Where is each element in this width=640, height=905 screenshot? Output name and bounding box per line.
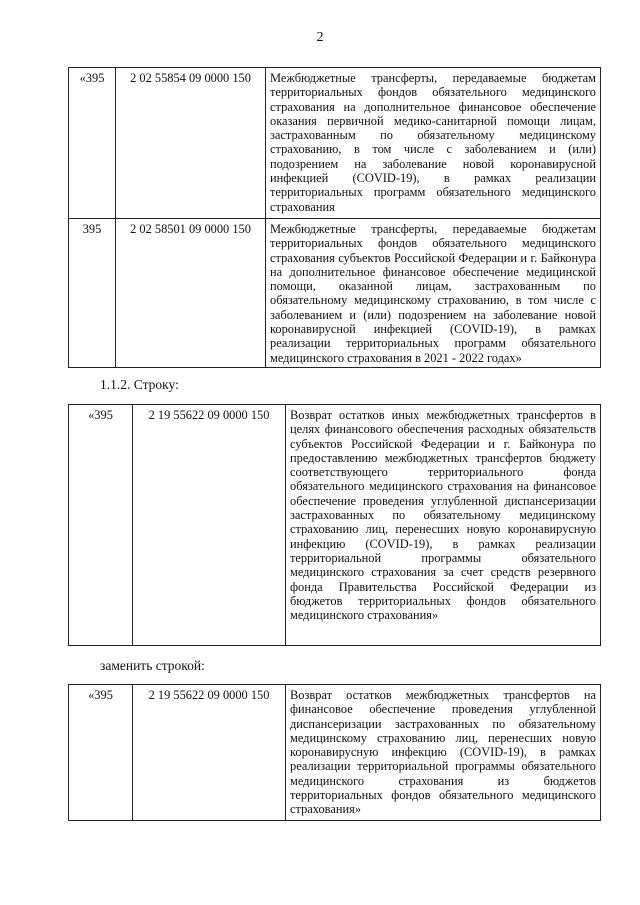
budget-code-table-original: [68, 404, 601, 646]
budget-code-cell: 2 19 55622 09 0000 150: [133, 405, 286, 646]
description-cell: Межбюджетные трансферты, передаваемые бюджетам территориальных фондов обязательного медицинского страхования на дополнительное финансовое обеспечение оказания первичной медико-санитарной помощи лицам, застрахованным по обязательному медицинскому страхованию, в том числе с заболеванием и (или) подозрением на заболевание новой коронавирусной инфекцией (COVID-19), в рамках реализации территориальных программ обязательного медицинского страхования: [266, 68, 601, 219]
admin-code-cell: «395: [69, 685, 133, 821]
description-cell: Межбюджетные трансферты, передаваемые бюджетам территориальных фондов обязательного медицинского страхования субъектов Российской Федерации и г. Байконура на дополнительное финансовое обеспечение медицинской помощи, оказанной лицам, застрахованным по обязательному медицинскому страхованию, в том числе с заболеванием и (или) подозрением на заболевание новой коронавирусной инфекцией (COVID-19), в рамках реализации территориальных программ обязательного медицинского страхования в 2021 - 2022 годах»: [266, 219, 601, 368]
admin-code-cell: 395: [69, 219, 116, 368]
page-number: 2: [316, 30, 324, 45]
description-cell: Возврат остатков межбюджетных трансфертов на финансовое обеспечение проведения углубленной диспансеризации застрахованных по обязательному медицинскому страхованию лиц, перенесших новую коронавирусную инфекцию (COVID-19), в рамках реализации территориальной программы обязательного медицинского страхования из бюджетов территориальных фондов обязательного медицинского страхования»: [286, 685, 601, 821]
table-row: [69, 405, 601, 646]
budget-code-cell: 2 19 55622 09 0000 150: [133, 685, 286, 821]
replace-with-heading: заменить строкой:: [100, 658, 205, 673]
section-heading-line: 1.1.2. Строку:: [100, 377, 179, 392]
table-row: [69, 68, 601, 219]
budget-code-table-replacement: [68, 684, 601, 821]
admin-code-cell: «395: [69, 405, 133, 646]
description-cell: Возврат остатков иных межбюджетных трансфертов в целях финансового обеспечения расходных обязательств субъектов Российской Федерации и г. Байконура по предоставлению межбюджетных трансфертов бюджету соответствующего территориального фонда обязательного медицинского страхования на финансовое обеспечение проведения углубленной диспансеризации застрахованных по обязательному медицинскому страхованию лиц, перенесших новую коронавирусную инфекцию (COVID-19), в рамках реализации территориальной программы обязательного медицинского страхования за счет средств резервного фонда Правительства Российской Федерации из бюджетов территориальных фондов обязательного медицинского страхования»: [286, 405, 601, 646]
budget-codes-table-top: [68, 67, 601, 368]
budget-code-cell: 2 02 55854 09 0000 150: [116, 68, 266, 219]
table-row: [69, 219, 601, 368]
table-row: [69, 685, 601, 821]
budget-code-cell: 2 02 58501 09 0000 150: [116, 219, 266, 368]
admin-code-cell: «395: [69, 68, 116, 219]
